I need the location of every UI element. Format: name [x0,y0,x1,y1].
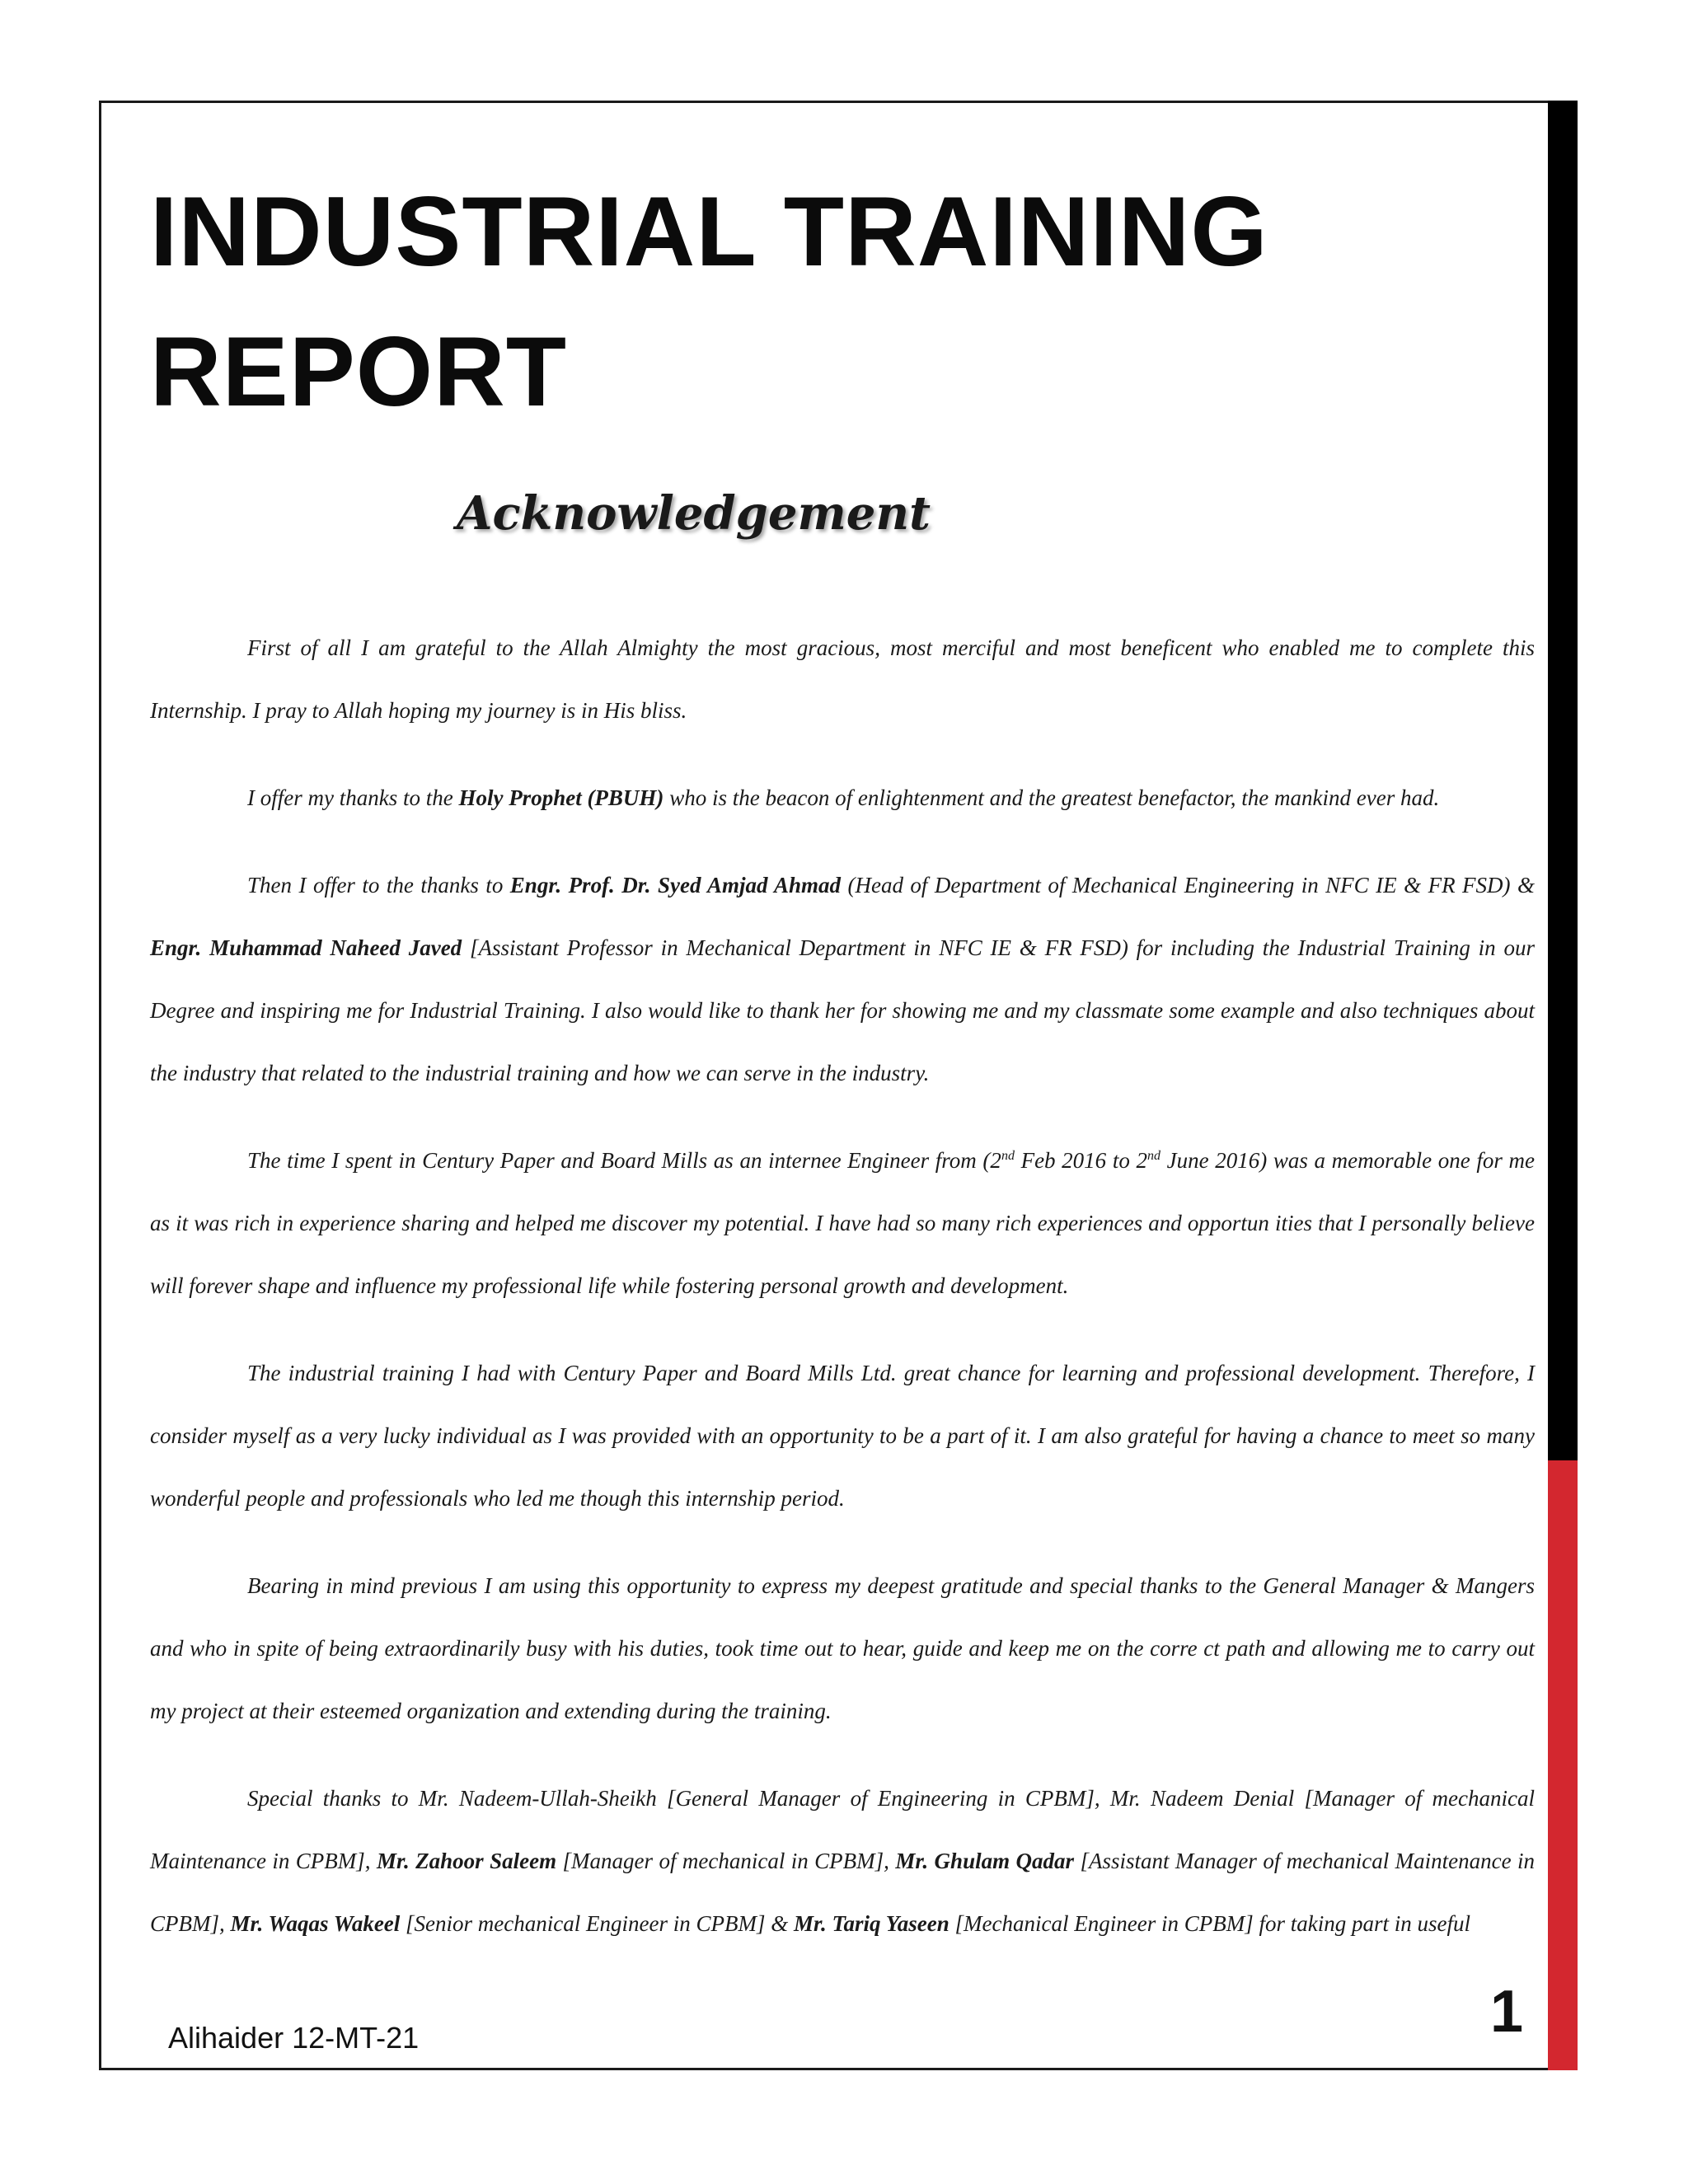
acknowledgement-heading: Acknowledgement [457,486,931,541]
acknowledgement-body [150,616,1535,1980]
footer-author: Alihaider 12-MT-21 [168,2021,420,2055]
page-number: 1 [1490,1979,1524,2045]
side-bar-black [1548,101,1578,1460]
paragraph-5: The industrial training I had with Century Paper and Board Mills Ltd. great chance for learning and professional development. Therefore, I consider myself as a very lucky individual as I was provided with an opportunity to be a part of it. I am also grateful for having a chance to meet so many wonderful people and professionals who led me though this internship period. [150,1361,1535,1511]
report-title: INDUSTRIAL TRAINING REPORT [150,176,1268,427]
paragraph-2: I offer my thanks to the Holy Prophet (PBUH) who is the beacon of enlightenment and the greatest benefactor, the mankind ever had. [247,785,1440,810]
paragraph-6: Bearing in mind previous I am using this opportunity to express my deepest gratitude and special thanks to the General Manager & Mangers and who in spite of being extraordinarily busy with his duties, took time out to hear, guide and keep me on the corre ct path and allowing me to carry out my project at their esteemed organization and extending during the training. [150,1573,1535,1723]
paragraph-1: First of all I am grateful to the Allah Almighty the most gracious, most merciful and most beneficent who enabled me to complete this Internship. I pray to Allah hoping my journey is in His bliss. [150,635,1535,723]
paragraph-7: Special thanks to Mr. Nadeem-Ullah-Sheikh [General Manager of Engineering in CPBM], Mr. Nadeem Denial [Manager of mechanical Maintenance in CPBM], Mr. Zahoor Saleem [Manager of mechanical in CPBM], Mr. Ghulam Qadar [Assistant Manager of mechanical Maintenance in CPBM], Mr. Waqas Wakeel [Senior mechanical Engineer in CPBM] & Mr. Tariq Yaseen [Mechanical Engineer in CPBM] for taking part in useful [150,1786,1535,1936]
paragraph-4: The time I spent in Century Paper and Board Mills as an internee Engineer from (2nd Feb 2016 to 2nd June 2016) was a memorable one for me as it was rich in experience sharing and helped me discover my potential. I have had so many rich experiences and opportun ities that I personally believe will forever shape and influence my professional life while fostering personal growth and development. [150,1148,1535,1298]
paragraph-3: Then I offer to the thanks to Engr. Prof. Dr. Syed Amjad Ahmad (Head of Department of Mechanical Engineering in NFC IE & FR FSD) & Engr. Muhammad Naheed Javed [Assistant Professor in Mechanical Department in NFC IE & FR FSD) for including the Industrial Training in our Degree and inspiring me for Industrial Training. I also would like to thank her for showing me and my classmate some example and also techniques about the industry that related to the industrial training and how we can serve in the industry. [150,873,1536,1085]
side-bar-red [1548,1460,1578,2070]
